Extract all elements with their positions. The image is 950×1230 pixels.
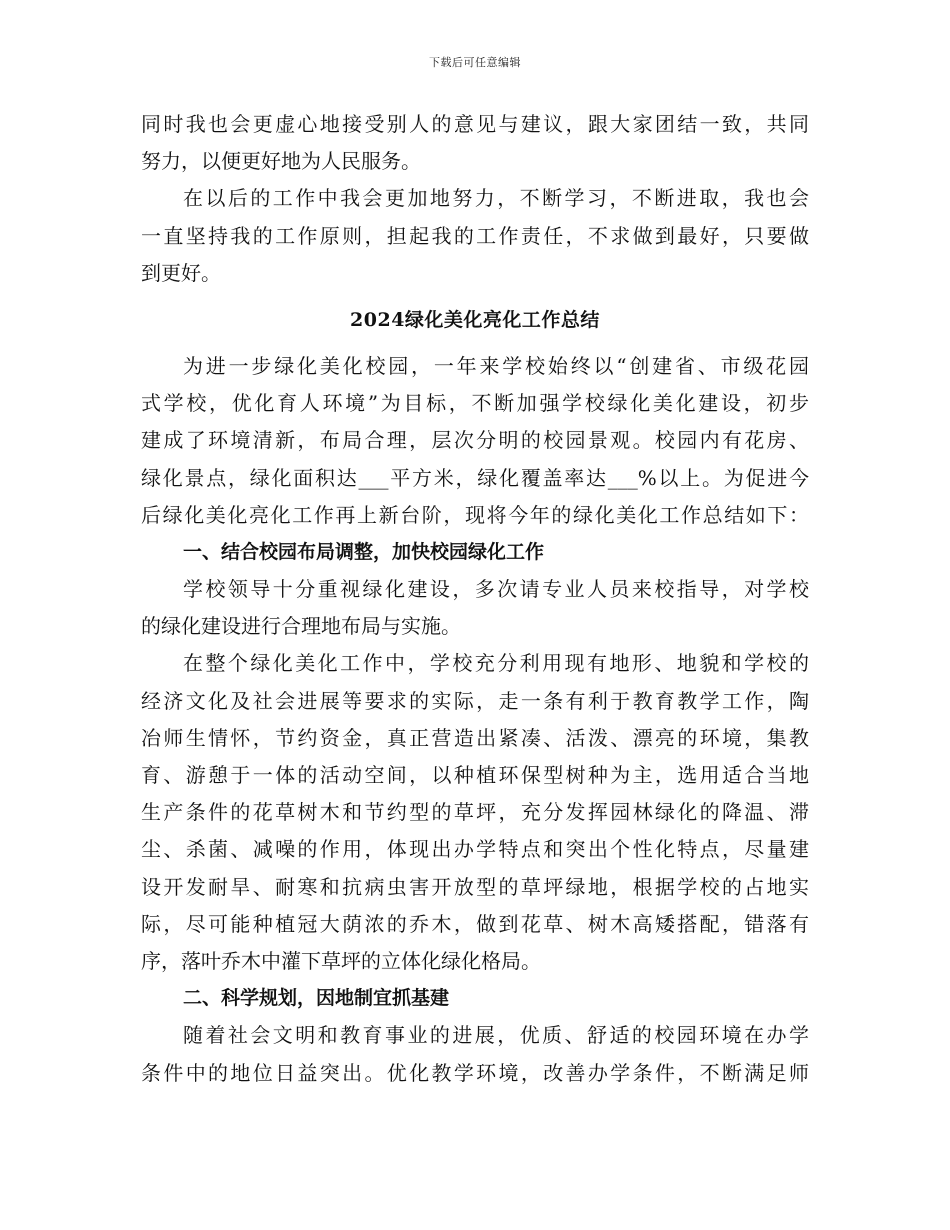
text-line: 为进一步绿化美化校园，一年来学校始终以“创建省、市级花园 <box>183 353 809 378</box>
document-title: 2024绿化美化亮化工作总结 <box>350 308 600 331</box>
text-line: 育、游憩于一体的活动空间，以种植环保型树种为主，选用适合当地 <box>141 763 809 787</box>
text-line: 式学校，优化育人环境”为目标，不断加强学校绿化美化建设，初步 <box>141 391 809 416</box>
text-line: 经济文化及社会进展等要求的实际，走一条有利于教育教学工作，陶 <box>141 688 809 713</box>
text-line: 生产条件的花草树木和节约型的草坪，充分发挥园林绿化的降温、滞 <box>141 800 809 825</box>
text-line: 冶师生情怀，节约资金，真正营造出紧凑、活泼、漂亮的环境，集教 <box>141 725 809 750</box>
text-line: 同时我也会更虚心地接受别人的意见与建议，跟大家团结一致，共同 <box>141 112 809 136</box>
text-line: 设开发耐旱、耐寒和抗病虫害开放型的草坪绿地，根据学校的占地实 <box>141 874 809 899</box>
text-line: 条件中的地位日益突出。优化教学环境，改善办学条件，不断满足师 <box>141 1060 809 1085</box>
text-line: 绿化景点，绿化面积达___平方米，绿化覆盖率达___%以上。为促进今 <box>141 465 809 490</box>
text-line: 到更好。 <box>141 260 221 285</box>
section-heading: 一、结合校园布局调整，加快校园绿化工作 <box>183 540 545 563</box>
text-line: 在以后的工作中我会更加地努力，不断学习，不断进取，我也会 <box>183 186 809 211</box>
text-line: 的绿化建设进行合理地布局与实施。 <box>141 614 461 639</box>
section-heading: 二、科学规划，因地制宜抓基建 <box>183 987 450 1010</box>
text-line: 一直坚持我的工作原则，担起我的工作责任，不求做到最好，只要做 <box>141 223 809 248</box>
page-header: 下载后可任意编辑 <box>429 56 521 69</box>
text-line: 序，落叶乔木中灌下草坪的立体化绿化格局。 <box>141 948 541 973</box>
text-line: 学校领导十分重视绿化建设，多次请专业人员来校指导，对学校 <box>183 577 809 602</box>
text-line: 在整个绿化美化工作中，学校充分利用现有地形、地貌和学校的 <box>183 651 809 676</box>
text-line: 随着社会文明和教育事业的进展，优质、舒适的校园环境在办学 <box>183 1023 809 1048</box>
text-line: 尘、杀菌、减噪的作用，体现出办学特点和突出个性化特点，尽量建 <box>141 837 809 862</box>
text-line: 努力，以便更好地为人民服务。 <box>141 149 421 174</box>
text-line: 际，尽可能种植冠大荫浓的乔木，做到花草、树木高矮搭配，错落有 <box>141 911 809 936</box>
text-line: 后绿化美化亮化工作再上新台阶，现将今年的绿化美化工作总结如下： <box>141 502 809 527</box>
text-line: 建成了环境清新，布局合理，层次分明的校园景观。校园内有花房、 <box>141 428 809 453</box>
document-body <box>141 106 809 1092</box>
